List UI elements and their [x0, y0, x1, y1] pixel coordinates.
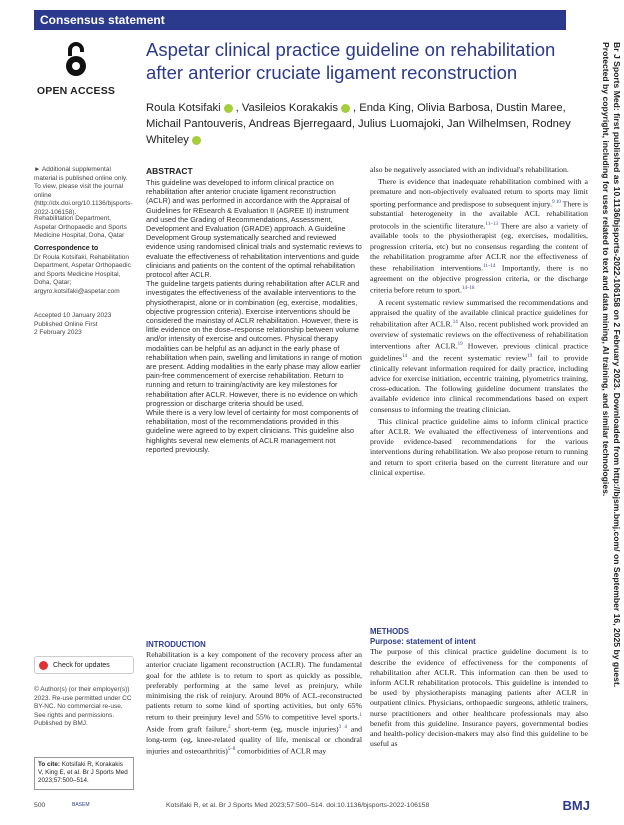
reference-link[interactable]: 3 4	[338, 725, 347, 731]
reference-link[interactable]: 11–14	[483, 264, 496, 270]
methods-section	[370, 627, 588, 749]
introduction-text: Rehabilitation is a key component of the recovery process after an anterior cruciate ligament reconstruction (ACLR). The fundamental goal for the athlete is to return to sport as quickly as possible, preferably performing at the same level as preinjury, while minimising the risk of reinjury. Around 80% of ACL-reconstructed patients return to some kind of sporting activities, but only 65% return to their preinjury level and 55% to competitive level sports.$^1$ Aside from graft failure,$^2$ short-term (eg, muscle injuries)$^{3 4}$ and long-term (eg, knee-related quality of life, meniscal or chondral injuries and osteoarthritis)$^{5-8}$ comorbidities of ACLR may	[146, 650, 362, 756]
body-paragraph: A recent systematic review summarised the recommendations and appraised the quality of the available clinical practice guidelines for rehabilitation after ACLR.$^{14}$ Also, recent published work provided an overview of systematic reviews on the effectiveness of rehabilitation interventions after ACLR.$^{19}$ However, previous clinical practice guidelines$^{14}$ and the recent systematic review$^{19}$ fail to provide clinically relevant information required for daily practice, including advice for exercise initiation, eccentric training, plyometrics training, cross-education. The following guideline document translates the available evidence into clinical recommendations based on expert consensus to informing the treating clinician.	[370, 297, 589, 414]
orcid-icon[interactable]	[224, 104, 233, 113]
abstract-paragraph: The guideline targets patients during rehabilitation after ACLR and investigates the effectiveness of the available interventions to the physiotherapist, alone or in combination (eg, exercise, modalities, objective progression criteria). Exercise interventions should be considered the mainstay of ACLR rehabilitation. However, there is little evidence on the dose–response relationship between volume and/or intensity of exercise and outcomes. Physical therapy modalities can be helpful as an adjunct in the early phase of rehabilitation when pain, swelling and limitations in range of motion are present. Adding modalities in the early phase may allow earlier pain-free commencement of exercise rehabilitation. Return to running and return to training/activity are key milestones for rehabilitation after ACLR. However, there is no evidence on which progression or discharge criteria should be used.	[146, 279, 362, 408]
reference-link[interactable]: 2	[228, 725, 231, 731]
check-for-updates-button[interactable]	[34, 656, 134, 674]
orcid-icon[interactable]	[341, 104, 350, 113]
reference-link[interactable]: 1	[359, 713, 362, 719]
methods-heading: METHODS	[370, 627, 409, 636]
correspondence	[34, 245, 134, 296]
supplemental-note[interactable]: ► Additional supplemental material is published online only. To view, please visit the journal online (http://dx.doi.org/10.1136/bjsports-2022-106158).	[34, 166, 133, 216]
reference-link[interactable]: 5–8	[227, 747, 236, 753]
published-label: Published Online First	[34, 320, 98, 328]
right-column-text	[370, 165, 588, 480]
cite-label: To cite:	[38, 761, 60, 768]
introduction-section	[146, 640, 362, 757]
correspondence-body: Dr Roula Kotsifaki, Rehabilitation Department, Aspetar Orthopaedic and Sports Medicine Hospital, Doha, Qatar; argyro.kotsifaki@aspetar.com	[34, 253, 131, 295]
open-access-label: OPEN ACCESS	[36, 85, 116, 97]
reference-link[interactable]: 9 10	[552, 199, 561, 205]
page-footer	[34, 800, 590, 814]
abstract-heading: ABSTRACT	[146, 166, 193, 176]
crossmark-icon	[39, 661, 48, 670]
bmj-logo[interactable]: BMJ	[562, 798, 590, 813]
body-paragraph: There is evidence that inadequate rehabilitation combined with a premature and non-objectively evaluated return to sports may limit sporting performance and predispose to subsequent injury.$^{9 10}$ There is substantial heterogeneity in the available ACL rehabilitation protocols in the scientific literature.$^{11-13}$ There are also a variety of available tools to the physiotherapist (eg, exercises, modalities, progression criteria, etc) but no consensus regarding the content of the rehabilitation programme after ACLR nor the effectiveness of these rehabilitation interventions.$^{11-14}$ Importantly, there is no agreement on the objective progression criteria, or the discharge criteria before return to sport.$^{14-18}$	[370, 177, 589, 295]
affiliation: Rehabilitation Department, Aspetar Orthopaedic and Sports Medicine Hospital, Doha, Qatar	[34, 215, 127, 239]
cite-box	[34, 757, 134, 790]
body-paragraph: also be negatively associated with an individual's rehabilitation.	[370, 165, 569, 174]
open-access-lock-icon	[63, 40, 89, 78]
methods-text: The purpose of this clinical practice guideline document is to describe the evidence of effectiveness for the components of rehabilitation after ACLR. This information can then be used to inform ACLR rehabilitation protocols. This guideline is intended to be used by physiotherapists managing patients after ACLR in outpatient clinics. Physicians, orthopaedic surgeons, athletic trainers, nurse practitioners and other healthcare professionals may also benefit from this guideline. Insurance payers, governmental bodies and health-policy decision-makers may also find this guideline to be useful as	[370, 647, 588, 749]
reference-link[interactable]: 11–13	[485, 221, 498, 227]
copyright-note: © Author(s) (or their employer(s)) 2023. Re-use permitted under CC BY-NC. No commercial re-use. See rights and permissions. Published by BMJ.	[34, 686, 132, 727]
reference-link[interactable]: 14	[452, 320, 458, 326]
accepted-date: Accepted 10 January 2023	[34, 312, 112, 319]
abstract-paragraph: While there is a very low level of certainty for most components of rehabilitation, most of the recommendations provided in this guideline were agreed to by expert clinicians. This guideline also highlights several new elements of ACLR management not reported previously.	[146, 408, 359, 454]
author-name[interactable]: , Vasileios Korakakis	[235, 102, 339, 114]
watermark-line: Protected by copyright, including for uses related to text and data mining, AI training, and similar technologies.	[601, 42, 611, 497]
published-date: 2 February 2023	[34, 329, 82, 336]
article-title: Aspetar clinical practice guideline on rehabilitation after anterior cruciate ligament reconstruction	[146, 39, 556, 83]
open-access-badge[interactable]	[36, 40, 116, 97]
introduction-heading: INTRODUCTION	[146, 640, 206, 649]
cite-body: Kotsifaki R, Korakakis V, King E, et al. Br J Sports Med 2023;57:500–514.	[38, 761, 128, 785]
abstract-body	[146, 178, 362, 454]
author-list	[146, 100, 586, 148]
orcid-icon[interactable]	[192, 136, 201, 145]
reference-link[interactable]: 14–18	[462, 286, 475, 292]
author-name[interactable]: Roula Kotsifaki	[146, 102, 221, 114]
methods-subheading: Purpose: statement of intent	[370, 637, 476, 647]
reference-link[interactable]: 19	[527, 354, 533, 360]
section-banner: Consensus statement	[34, 10, 566, 30]
article-dates	[34, 312, 134, 338]
reference-link[interactable]: 14	[402, 354, 408, 360]
page-number: 500	[34, 802, 46, 809]
author-names: , Enda King, Olivia Barbosa, Dustin Maree, Michail Pantouveris, Andreas Bjerregaard, Julius Luomajoki, Jan Wilhelmsen, Rodney Whiteley	[146, 102, 571, 146]
correspondence-heading: Correspondence to	[34, 245, 99, 252]
body-paragraph: This clinical practice guideline aims to inform clinical practice after ACLR. We evaluated the effectiveness of interventions and provide evidence-based recommendations for the various interventions during rehabilitation. We also propose return to running and return to sport criteria based on the current literature and our clinical expertise.	[370, 416, 588, 477]
check-updates-label: Check for updates	[53, 662, 110, 669]
abstract-paragraph: This guideline was developed to inform clinical practice on rehabilitation after anterior cruciate ligament reconstruction (ACLR) and was performed in accordance with the Appraisal of Guidelines for REsearch & Evaluation II (AGREE II) instrument and used the Grading of Recommendations, Assessment, Development and Evaluation (GRADE) approach. A Guideline Development Group systematically searched and reviewed evidence using randomised clinical trials and systematic reviews to evaluate the effectiveness of rehabilitation interventions and guide clinicians and patients on the content of the optimal rehabilitation protocol after ACLR.	[146, 178, 362, 280]
footer-citation[interactable]: Kotsifaki R, et al. Br J Sports Med 2023;57:500–514. doi:10.1136/bjsports-2022-106158	[166, 802, 430, 809]
watermark-line: Br J Sports Med: first published as 10.1136/bjsports-2022-106158 on 2 February 2023. Downloaded from http://bjsm.bmj.com/ on September 16, 2025 by guest.	[612, 42, 622, 688]
download-watermark	[594, 42, 624, 802]
aspetar-logo: BASEM	[72, 802, 90, 808]
reference-link[interactable]: 19	[457, 342, 463, 348]
